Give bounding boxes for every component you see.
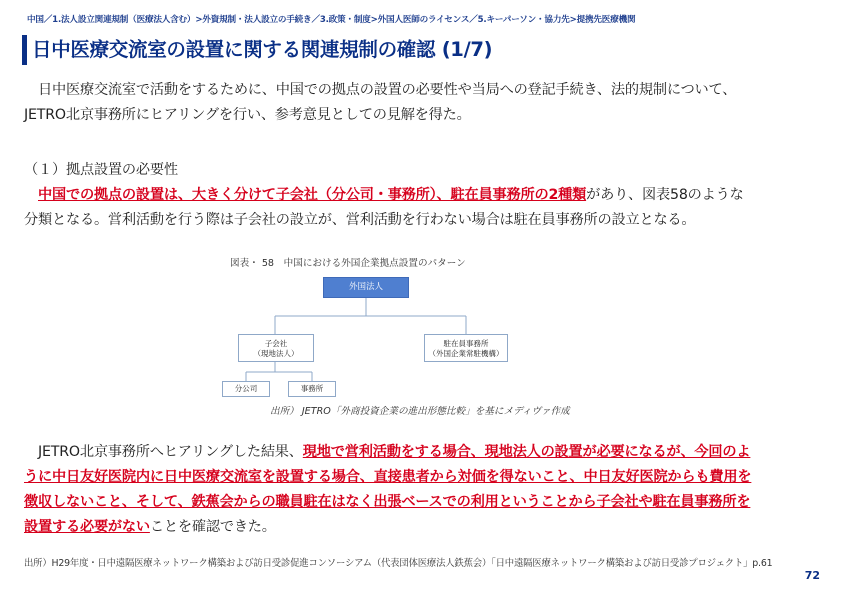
- finding-highlight-2: うに中日友好医院内に日中医療交流室を設置する場合、直接患者から対価を得ないこと、中日友好医院からも費用を: [24, 469, 752, 485]
- page-title: 日中医療交流室の設置に関する関連規制の確認 (1/7): [32, 38, 493, 61]
- page-number: 72: [804, 569, 820, 582]
- finding-line-1: [24, 440, 824, 465]
- org-rep-office-sub: （外国企業常駐機構）: [428, 349, 504, 358]
- finding-paragraph: [24, 440, 824, 540]
- finding-highlight-4: 設置する必要がない: [24, 519, 150, 535]
- section-1-rest: があり、図表58のような: [586, 187, 744, 203]
- org-subsidiary: [238, 334, 314, 362]
- intro-line-2: JETRO北京事務所にヒアリングを行い、参考意見としての見解を得た。: [24, 107, 471, 123]
- finding-end: ことを確認できた。: [149, 519, 276, 535]
- org-office: 事務所: [288, 381, 336, 397]
- finding-line-2: [24, 465, 824, 490]
- breadcrumb: 中国／1.法人設立関連規制（医療法人含む）>外資規制・法人設立の手続き／3.政策・制度>外国人医師のライセンス／5.キーパーソン・協力先>提携先医療機関: [27, 15, 636, 25]
- org-subsidiary-label: 子会社: [264, 339, 288, 348]
- finding-highlight-3: 徴収しないこと、そして、鉄蕉会からの職員駐在はなく出張ベースでの利用ということから子会社や駐在員事務所を: [24, 494, 751, 510]
- footer-source: 出所）H29年度・日中遠隔医療ネットワーク構築および訪日受診促進コンソーシアム（代表団体医療法人鉄蕉会）「日中遠隔医療ネットワーク構築および訪日受診プロジェクト」p.61: [24, 558, 773, 569]
- highlight-two-types: 中国での拠点の設置は、大きく分けて子会社（分公司・事務所）、駐在員事務所の2種類: [38, 187, 587, 203]
- intro-line-1: 日中医療交流室で活動をするために、中国での拠点の設置の必要性や当局への登記手続き、法的規制について、: [24, 82, 737, 98]
- org-rep-office: [424, 334, 508, 362]
- figure-source: 出所） JETRO「外商投資企業の進出形態比較」を基にメディヴァ作成: [270, 406, 570, 417]
- figure-title: 図表・ 58 中国における外国企業拠点設置のパターン: [230, 258, 466, 269]
- org-branch: 分公司: [222, 381, 270, 397]
- org-rep-office-label: 駐在員事務所: [443, 339, 489, 348]
- section-1-line-2: 分類となる。営利活動を行う際は子会社の設立が、営利活動を行わない場合は駐在員事務所の設立となる。: [24, 212, 696, 228]
- finding-line-3: [24, 490, 824, 515]
- finding-intro: JETRO北京事務所へヒアリングした結果、: [24, 444, 303, 460]
- org-foreign-corporation: 外国法人: [323, 277, 409, 298]
- org-subsidiary-sub: （現地法人）: [253, 349, 299, 358]
- finding-line-4: [24, 515, 824, 540]
- section-1-heading: （１）拠点設置の必要性: [24, 162, 178, 178]
- finding-highlight-1: 現地で営利活動をする場合、現地法人の設置が必要になるが、今回のよ: [302, 444, 751, 460]
